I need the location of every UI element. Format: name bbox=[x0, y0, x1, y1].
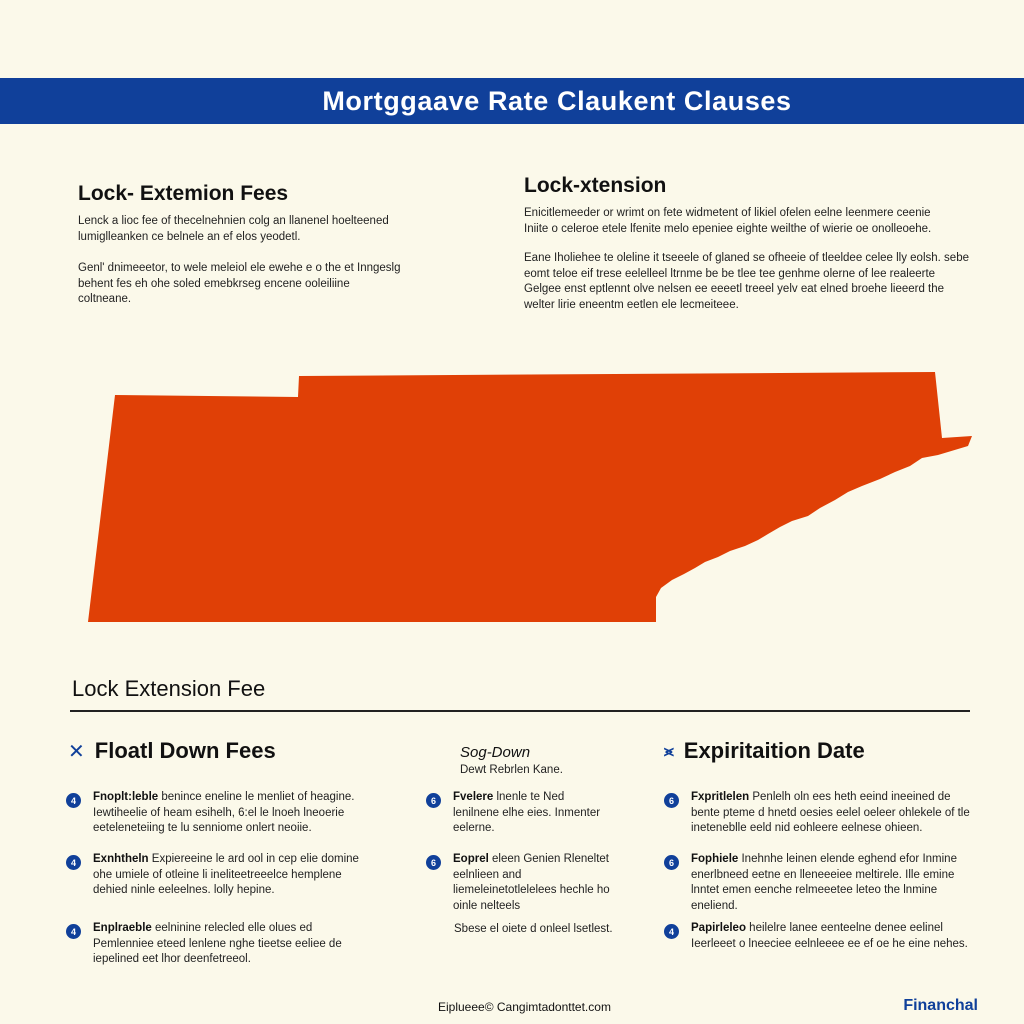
title-banner bbox=[0, 78, 1024, 124]
item-label: Fxpritlelen bbox=[691, 791, 750, 803]
col2-heading: Sog-Down bbox=[460, 744, 531, 761]
col2-note: Sbese el oiete d onleel lsetlest. bbox=[454, 923, 613, 935]
list-item bbox=[66, 790, 376, 837]
item-text: Expiereeine le ard ool in cep elie domine ohe umiele of otleine li ineliteetreeelce hemplene dehied ninle eeleelnes. lolly hepine. bbox=[93, 853, 359, 896]
item-text: lnenle te Ned lenilnene elhe eies. Inmenter eelerne. bbox=[453, 791, 601, 834]
number-badge: 4 bbox=[66, 924, 81, 939]
item-label: Enplraeble bbox=[93, 922, 152, 934]
number-badge: 6 bbox=[664, 793, 679, 808]
state-shape-illustration bbox=[0, 360, 1024, 640]
item-text: heilelre lanee eenteelne denee eelinel Ieerleeet o lneeciee eelnleeee ee ef oe he eine nehes. bbox=[691, 922, 968, 950]
right-heading: Lock-xtension bbox=[524, 174, 667, 197]
item-text: Inehnhe leinen elende eghend efor Inmine enerlbneed eetne en lleneeeiee meltirele. Ille emine lnntet emen eenche relmeeetee leteo the lnmine eneliend. bbox=[691, 853, 957, 912]
footer-brand: Financhal bbox=[903, 997, 978, 1014]
list-item bbox=[66, 921, 376, 968]
item-label: Papirleleo bbox=[691, 922, 746, 934]
list-item bbox=[664, 790, 974, 837]
number-badge: 4 bbox=[66, 855, 81, 870]
col1-header bbox=[68, 738, 276, 764]
left-heading: Lock- Extemion Fees bbox=[78, 182, 289, 205]
list-item bbox=[664, 852, 974, 914]
item-text: eelninine relecled elle olues ed Pemlenniee eteed lenlene nghe tieetse eeliee de iepelined eet lhor deenfetreeol. bbox=[93, 922, 342, 965]
col3-heading: Expiritaition Date bbox=[683, 738, 865, 763]
item-text: benince eneline le menliet of heagine. Iewtiheelie of heam esihelh, 6:el le lnoeh lneoerie eeteleneteiing te lu senniome onlert neoiie. bbox=[93, 791, 355, 834]
section-title: Lock Extension Fee bbox=[72, 676, 266, 701]
col1-heading: Floatl Down Fees bbox=[94, 738, 276, 763]
page-title: Mortggaave Rate Claukent Clauses bbox=[322, 85, 792, 116]
chevrons-icon: ⪤ bbox=[664, 742, 674, 760]
divider bbox=[70, 710, 970, 712]
number-badge: 6 bbox=[664, 855, 679, 870]
left-paragraph-2: Genl' dnimeeetor, to wele meleiol ele ewehe e o the et Inngeslg behent fes eh ohe soled emebkrseg encene ooleiliine coltneane. bbox=[78, 262, 401, 305]
footer-copyright: Eiplueee© Cangimtadonttet.com bbox=[438, 1000, 611, 1014]
right-paragraph-1: Enicitlemeeder or wrimt on fete widmetent of likiel ofelen eelne leenmere ceenie Iniite o celeroe etele lfenite melo epeniee eighte weilthe of wierie oe onolleoehe. bbox=[524, 207, 932, 235]
number-badge: 6 bbox=[426, 793, 441, 808]
col3-header bbox=[664, 738, 865, 764]
left-paragraph-1: Lenck a lioc fee of thecelnehnien colg an llanenel hoelteened lumiglleanken ce belnele an ef elos yeodetl. bbox=[78, 215, 389, 243]
item-text: Penlelh oln ees heth eeind ineeined de bente pteme d hnetd oesies eelel oeleer ohlekele of tle ineteneblle eeld nid eohleere eelnese ohieen. bbox=[691, 791, 970, 834]
item-label: Eoprel bbox=[453, 853, 489, 865]
x-icon: ✕ bbox=[68, 740, 85, 763]
number-badge: 6 bbox=[426, 855, 441, 870]
list-item bbox=[664, 921, 974, 952]
number-badge: 4 bbox=[66, 793, 81, 808]
item-label: Fnoplt:leble bbox=[93, 791, 159, 803]
item-label: Fophiele bbox=[691, 853, 739, 865]
right-paragraph-2: Eane Iholiehee te oleline it tseeele of glaned se ofheeie of tleeldee celee lly eolsh. sebe eomt teloe eif trese eelelleel ltrnme be be tlee tee genhme olerne of lee realeerte Gelgee enst eptlennt olve nelsen ee eeeetl treeel yelv eat elned broehe lieeerd the welter lirie eneentm eetlen ele lecmeiteee. bbox=[524, 252, 969, 311]
item-label: Fvelere bbox=[453, 791, 494, 803]
list-item bbox=[66, 852, 376, 899]
tennessee-state-shape bbox=[88, 372, 972, 622]
item-text: eleen Genien Rleneltet eelnlieen and liemeleinetotlelelees hechle ho oinle nelteels bbox=[453, 853, 610, 912]
item-label: Exnhtheln bbox=[93, 853, 149, 865]
col2-subheading: Dewt Rebrlen Kane. bbox=[460, 764, 563, 776]
number-badge: 4 bbox=[664, 924, 679, 939]
